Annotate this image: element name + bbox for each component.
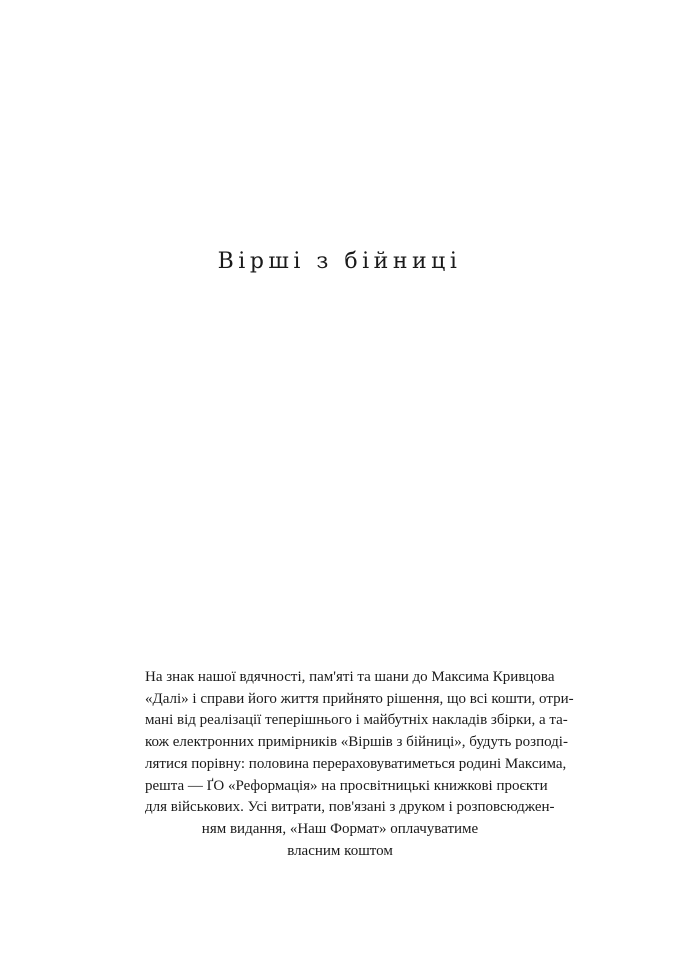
dedication-line: кож електронних примірників «Віршів з бійниці», будуть розподі- bbox=[145, 734, 568, 751]
dedication-line: власним коштом bbox=[287, 842, 393, 859]
dedication-line: для військових. Усі витрати, пов'язані з друком і розповсюджен- bbox=[145, 799, 555, 816]
dedication-line: На знак нашої вдячності, пам'яті та шани до Максима Кривцова bbox=[145, 669, 555, 685]
page-title: Вірші з бійниці bbox=[217, 249, 462, 274]
dedication-line: «Далі» і справи його життя прийнято рішення, що всі кошти, отри- bbox=[145, 690, 574, 707]
dedication-line: лятися порівну: половина перераховуватиметься родині Максима, bbox=[145, 755, 567, 772]
dedication-line: ням видання, «Наш Формат» оплачуватиме bbox=[201, 820, 479, 837]
dedication-line: решта — ҐО «Реформація» на просвітницькі книжкові проєкти bbox=[145, 777, 548, 794]
dedication-line: мані від реалізації теперішнього і майбутніх накладів збірки, а та- bbox=[145, 712, 568, 729]
dedication-paragraph bbox=[145, 667, 574, 862]
